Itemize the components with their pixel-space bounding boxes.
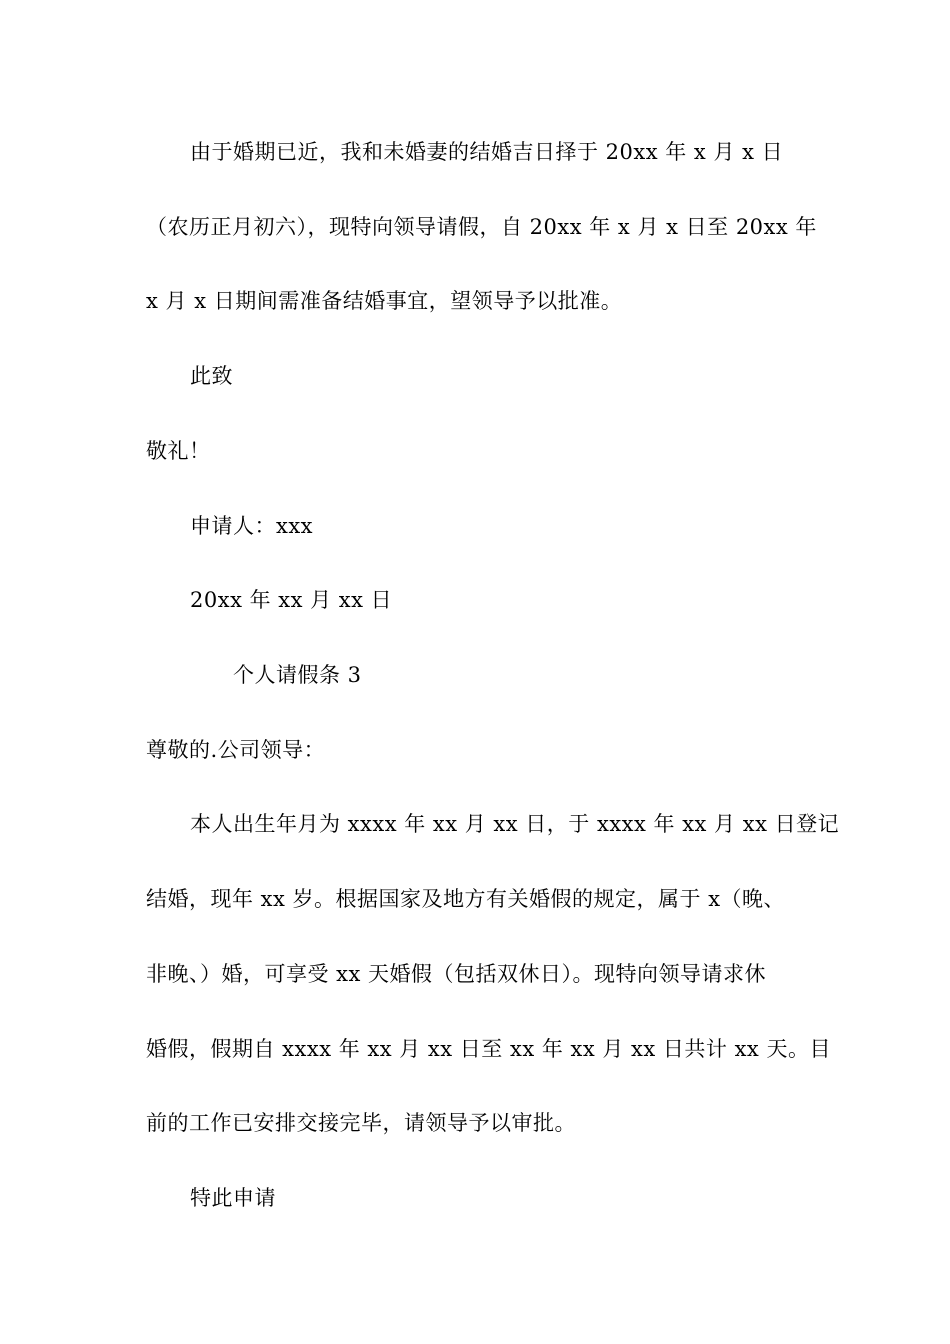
letter1-paragraph-line-1: 由于婚期已近，我和未婚妻的结婚吉日择于 20xx 年 x 月 x 日 xyxy=(190,140,784,164)
letter2-closing: 特此申请 xyxy=(190,1186,276,1210)
letter2-paragraph-line-4: 婚假，假期自 xxxx 年 xx 月 xx 日至 xx 年 xx 月 xx 日共计 xx 天。目 xyxy=(146,1037,831,1061)
letter1-applicant: 申请人：xxx xyxy=(190,514,314,538)
letter2-paragraph-line-1: 本人出生年月为 xxxx 年 xx 月 xx 日，于 xxxx 年 xx 月 xx 日登记 xyxy=(190,812,840,836)
letter1-paragraph-line-2: （农历正月初六），现特向领导请假，自 20xx 年 x 月 x 日至 20xx 年 xyxy=(146,215,817,239)
letter2-paragraph-line-5: 前的工作已安排交接完毕，请领导予以审批。 xyxy=(146,1111,576,1135)
letter1-paragraph-line-3: x 月 x 日期间需准备结婚事宜，望领导予以批准。 xyxy=(146,289,623,313)
letter1-closing-jingli: 敬礼！ xyxy=(146,439,211,463)
letter1-date: 20xx 年 xx 月 xx 日 xyxy=(190,588,393,612)
letter1-closing-cizhi: 此致 xyxy=(190,364,233,388)
letter2-paragraph-line-3: 非晚、）婚，可享受 xx 天婚假（包括双休日）。现特向领导请求休 xyxy=(146,962,767,986)
letter2-title: 个人请假条 3 xyxy=(233,663,362,687)
letter2-salutation: 尊敬的.公司领导： xyxy=(146,738,326,762)
letter2-paragraph-line-2: 结婚，现年 xx 岁。根据国家及地方有关婚假的规定，属于 x（晚、 xyxy=(146,887,786,911)
